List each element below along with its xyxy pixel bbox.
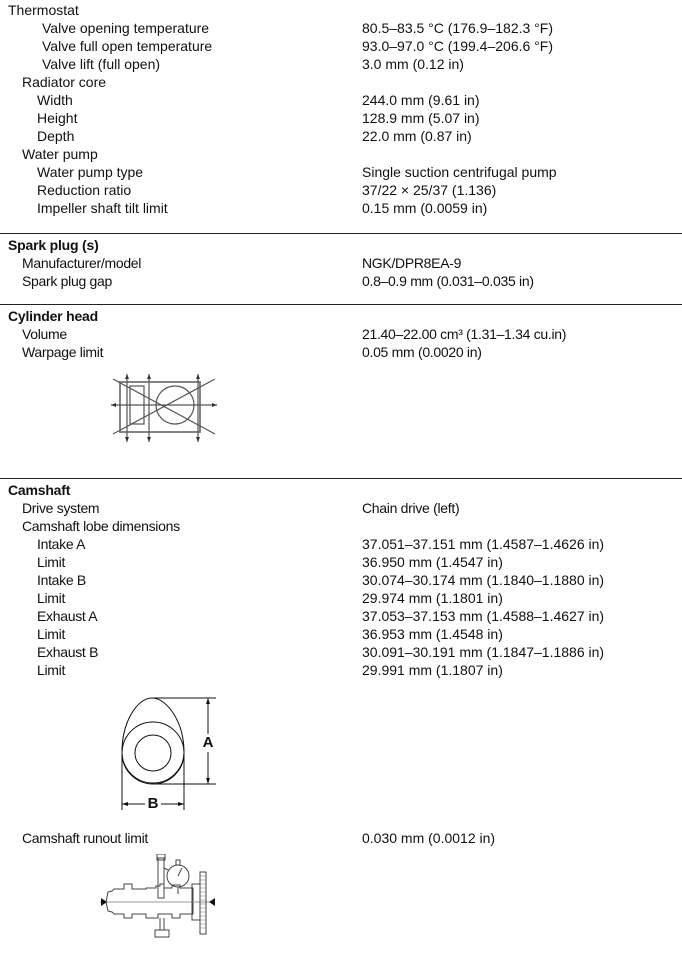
spec-label: Impeller shaft tilt limit (37, 200, 168, 216)
cam-sprocket (200, 872, 206, 934)
spec-value: 244.0 mm (9.61 in) (362, 92, 480, 108)
spec-value: 37/22 × 25/37 (1.136) (362, 182, 497, 198)
cam-lobe-outline (122, 698, 184, 783)
spec-value: 0.030 mm (0.0012 in) (362, 830, 496, 846)
spec-label: Limit (37, 590, 66, 606)
spec-value: 30.074–30.174 mm (1.1840–1.1880 in) (362, 572, 605, 588)
thermostat-heading: Thermostat (8, 2, 79, 18)
section-divider (0, 478, 682, 479)
spec-label: Intake A (37, 536, 86, 552)
spec-value: Single suction centrifugal pump (362, 164, 557, 180)
center-point-right-icon (209, 898, 215, 906)
spec-value: 36.950 mm (1.4547 in) (362, 554, 503, 570)
spec-label: Spark plug gap (22, 273, 112, 289)
spec-label: Camshaft runout limit (22, 830, 148, 846)
spec-label: Warpage limit (22, 344, 104, 360)
spec-value: 0.8–0.9 mm (0.031–0.035 in) (362, 273, 534, 289)
spec-value: 37.053–37.153 mm (1.4588–1.4627 in) (362, 608, 605, 624)
spec-label: Valve opening temperature (42, 20, 210, 36)
shaft-circle (135, 735, 171, 771)
spec-label: Depth (37, 128, 75, 144)
dial-stand (158, 858, 164, 898)
spark-plug-heading: Spark plug (s) (8, 237, 99, 253)
spec-value: 80.5–83.5 °C (176.9–182.3 °F) (362, 20, 553, 36)
runout-measurement-figure (98, 854, 218, 944)
spec-value: 3.0 mm (0.12 in) (362, 56, 464, 72)
warpage-measurement-figure (105, 374, 225, 446)
spec-label: Exhaust A (37, 608, 98, 624)
spec-label: Manufacturer/model (22, 255, 142, 271)
spec-value: 36.953 mm (1.4548 in) (362, 626, 503, 642)
spec-label: Drive system (22, 500, 100, 516)
spec-label: Intake B (37, 572, 86, 588)
spec-label: Valve lift (full open) (42, 56, 161, 72)
spec-value: 30.091–30.191 mm (1.1847–1.1886 in) (362, 644, 605, 660)
spec-value: 29.974 mm (1.1801 in) (362, 590, 503, 606)
camshaft-body (106, 884, 193, 918)
v-block-base (155, 930, 169, 937)
spec-label: Volume (22, 326, 67, 342)
spec-label: Limit (37, 554, 66, 570)
water-pump-heading: Water pump (22, 146, 98, 162)
spec-label: Height (37, 110, 78, 126)
spec-value: NGK/DPR8EA-9 (362, 255, 462, 271)
cam-lobe-figure (112, 692, 222, 812)
cam-lobe-drawing (112, 692, 222, 812)
spec-value: 37.051–37.151 mm (1.4587–1.4626 in) (362, 536, 605, 552)
section-divider (0, 304, 682, 305)
spec-value: 29.991 mm (1.1807 in) (362, 662, 503, 678)
spec-label: Width (37, 92, 73, 108)
spec-value: 128.9 mm (5.07 in) (362, 110, 480, 126)
section-divider (0, 233, 682, 234)
spec-value: Chain drive (left) (362, 500, 460, 516)
spec-label: Water pump type (37, 164, 144, 180)
spec-label: Reduction ratio (37, 182, 132, 198)
lobe-dimensions-heading: Camshaft lobe dimensions (22, 518, 180, 534)
spec-value: 0.05 mm (0.0020 in) (362, 344, 482, 360)
spec-label: Limit (37, 626, 66, 642)
base-circle (122, 722, 184, 784)
cylinder-head-heading: Cylinder head (8, 308, 98, 324)
radiator-core-heading: Radiator core (22, 74, 107, 90)
gauge-top (176, 860, 180, 865)
gauge-arm (164, 868, 168, 870)
spec-value: 22.0 mm (0.87 in) (362, 128, 472, 144)
spec-value: 21.40–22.00 cm³ (1.31–1.34 cu.in) (362, 326, 567, 342)
dimension-label-b: B (145, 796, 161, 812)
spec-label: Valve full open temperature (42, 38, 213, 54)
spec-label: Exhaust B (37, 644, 99, 660)
spec-value: 93.0–97.0 °C (199.4–206.6 °F) (362, 38, 553, 54)
spec-value: 0.15 mm (0.0059 in) (362, 200, 488, 216)
dimension-label-a: A (199, 734, 217, 752)
camshaft-heading: Camshaft (8, 482, 71, 498)
spec-label: Limit (37, 662, 66, 678)
gauge-needle (178, 868, 182, 876)
